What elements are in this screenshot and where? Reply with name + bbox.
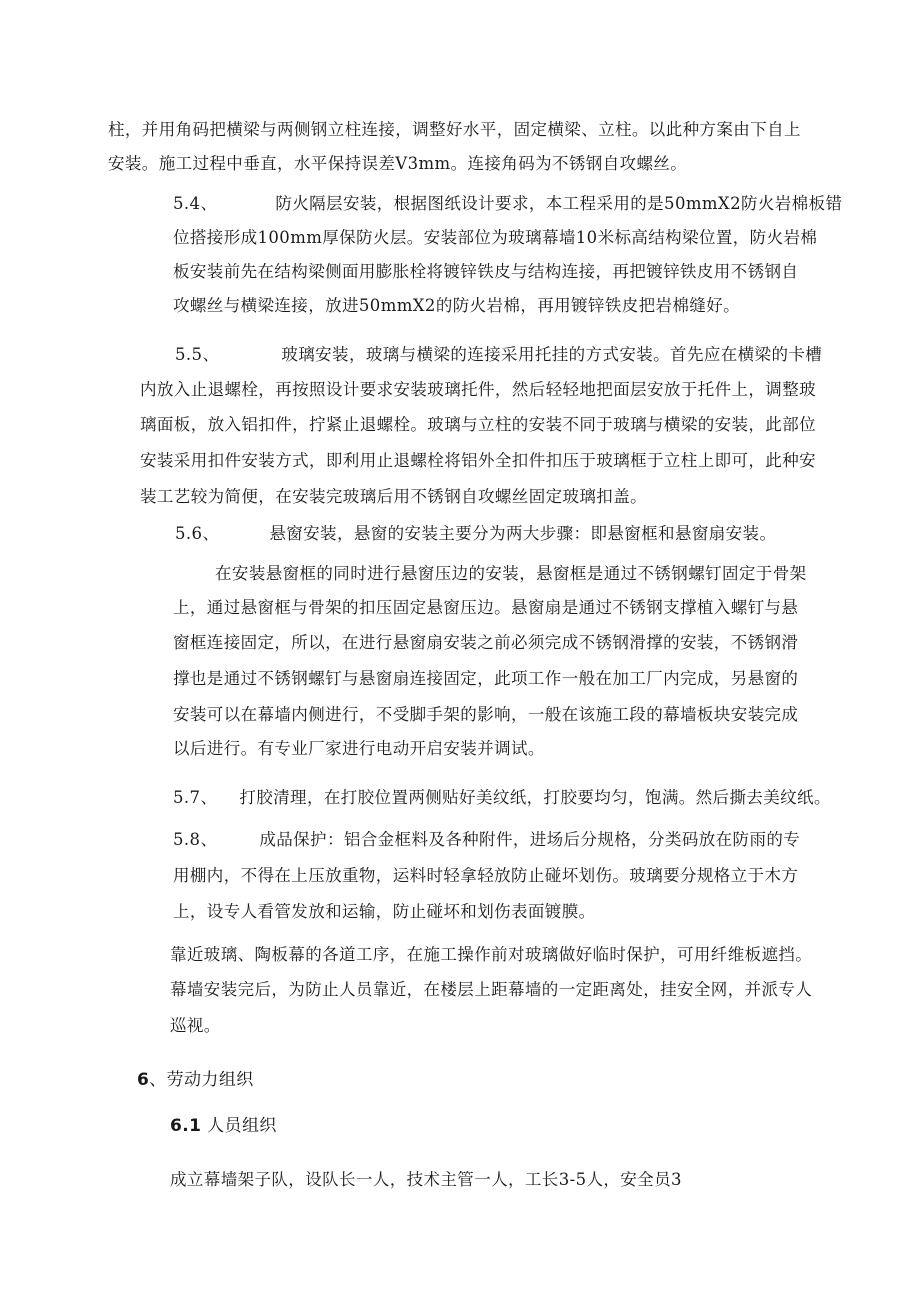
paragraph-line: 装工艺较为简便，在安装完玻璃后用不锈钢自攻螺丝固定玻璃扣盖。 [140,487,647,506]
paragraph-line: 以后进行。有专业厂家进行电动开启安装并调试。 [173,739,545,758]
section-5-5 [175,345,822,365]
heading-number: 6 [137,1070,150,1090]
heading-number: 6.1 [170,1116,202,1136]
paragraph-line: 安装。施工过程中垂直，水平保持误差V3mm。连接角码为不锈钢自攻螺丝。 [108,154,688,173]
paragraph-line: 靠近玻璃、陶板幕的各道工序，在施工操作前对玻璃做好临时保护，可用纤维板遮挡。 [170,945,813,964]
heading-6-1 [170,1116,277,1136]
paragraph-line: 上，设专人看管发放和运输，防止碰坏和划伤表面镀膜。 [173,902,596,921]
section-number: 5.7、 [173,788,218,807]
paragraph-line: 在安装悬窗框的同时进行悬窗压边的安装，悬窗框是通过不锈钢螺钉固定于骨架 [215,564,807,583]
heading-6 [137,1070,254,1090]
section-number: 5.4、 [173,194,218,213]
section-number: 5.8、 [173,830,218,849]
paragraph-line: 攻螺丝与横梁连接，放进50mmX2的防火岩棉，再用镀锌铁皮把岩棉缝好。 [173,296,741,315]
paragraph-line: 上，通过悬窗框与骨架的扣压固定悬窗压边。悬窗扇是通过不锈钢支撑植入螺钉与悬 [173,598,799,617]
paragraph-line: 成立幕墙架子队，设队长一人，技术主管一人，工长3-5人，安全员3 [170,1170,682,1189]
heading-text: 人员组织 [207,1116,277,1136]
section-5-8 [173,830,800,850]
paragraph-line: 用棚内，不得在上压放重物，运料时轻拿轻放防止碰坏划伤。玻璃要分规格立于木方 [173,866,799,885]
section-text: 成品保护：铝合金框料及各种附件，进场后分规格，分类码放在防雨的专 [259,830,801,849]
section-text: 防火隔层安装，根据图纸设计要求，本工程采用的是50mmX2防火岩棉板错 [275,194,843,213]
paragraph-line: 幕墙安装完后，为防止人员靠近，在楼层上距幕墙的一定距离处，挂安全网，并派专人 [170,980,813,999]
paragraph-line: 撑也是通过不锈钢螺钉与悬窗扇连接固定，此项工作一般在加工厂内完成，另悬窗的 [173,669,799,688]
section-5-6 [175,524,776,544]
paragraph-line: 内放入止退螺栓，再按照设计要求安装玻璃托件，然后轻轻地把面层安放于托件上，调整玻 [140,380,816,399]
paragraph-line: 板安装前先在结构梁侧面用膨胀栓将镀锌铁皮与结构连接，再把镀锌铁皮用不锈钢自 [173,262,799,281]
paragraph-line: 巡视。 [170,1016,221,1035]
section-number: 5.6、 [175,524,220,543]
paragraph-line: 柱，并用角码把横梁与两侧钢立柱连接，调整好水平，固定横梁、立柱。以此种方案由下自上 [108,120,801,139]
section-text: 悬窗安装，悬窗的安装主要分为两大步骤：即悬窗框和悬窗扇安装。 [269,524,777,543]
paragraph-line: 安装可以在幕墙内侧进行，不受脚手架的影响，一般在该施工段的幕墙板块安装完成 [173,705,799,724]
section-text: 玻璃安装，玻璃与横梁的连接采用托挂的方式安装。首先应在横梁的卡槽 [281,345,823,364]
heading-text: 、劳动力组织 [149,1070,254,1090]
paragraph-line: 安装采用扣件安装方式，即利用止退螺栓将铝外全扣件扣压于玻璃框于立柱上即可，此种安 [140,451,816,470]
paragraph-line: 窗框连接固定，所以，在进行悬窗扇安装之前必须完成不锈钢滑撑的安装，不锈钢滑 [173,633,799,652]
section-text: 打胶清理，在打胶位置两侧贴好美纹纸，打胶要均匀，饱满。然后撕去美纹纸。 [239,788,831,807]
section-5-4 [173,194,842,214]
paragraph-line: 位搭接形成100mm厚保防火层。安装部位为玻璃幕墙10米标高结构梁位置，防火岩棉 [173,228,818,247]
section-number: 5.5、 [175,345,220,364]
section-5-7 [173,788,831,808]
paragraph-line: 璃面板，放入铝扣件，拧紧止退螺栓。玻璃与立柱的安装不同于玻璃与横梁的安装，此部位 [140,415,816,434]
